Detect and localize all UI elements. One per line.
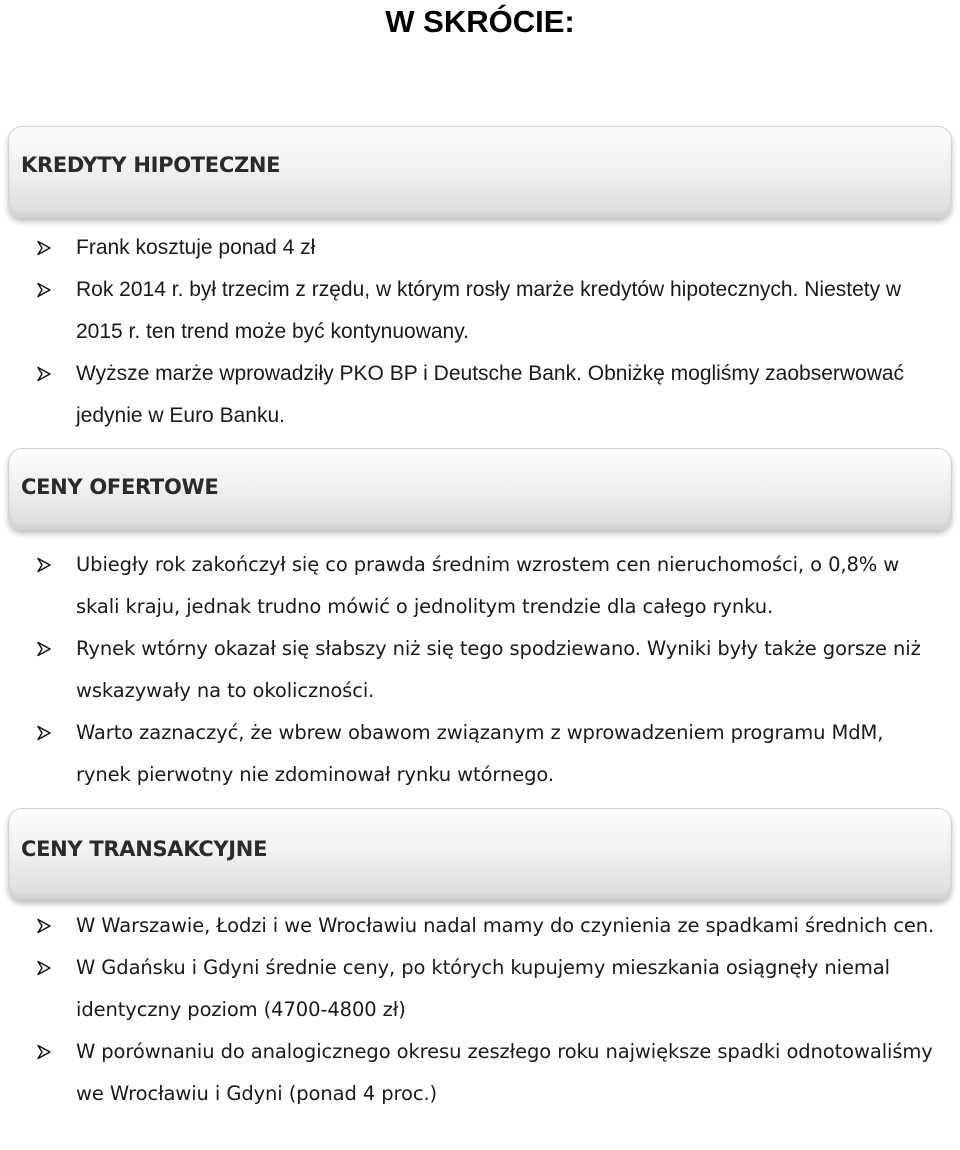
list-item-text: W Gdańsku i Gdyni średnie ceny, po których kupujemy mieszkania osiągnęły niemal identyczny poziom (4700-4800 zł)	[76, 956, 890, 1021]
list-item-text: Wyższe marże wprowadziły PKO BP i Deutsche Bank. Obniżkę mogliśmy zaobserwować jedynie w Euro Banku.	[76, 362, 905, 427]
arrow-right-icon	[36, 353, 56, 395]
list-item	[0, 712, 960, 796]
list-item	[0, 227, 960, 269]
list-item-text: Ubiegły rok zakończył się co prawda średnim wzrostem cen nieruchomości, o 0,8% w skali kraju, jednak trudno mówić o jednolitym trendzie dla całego rynku.	[76, 553, 900, 618]
section-heading: CENY OFERTOWE	[21, 475, 219, 499]
list-item	[0, 628, 960, 712]
list-item-text: W porównaniu do analogicznego okresu zeszłego roku największe spadki odnotowaliśmy we Wrocławiu i Gdyni (ponad 4 proc.)	[76, 1040, 933, 1105]
bullet-list-kredyty	[0, 227, 960, 437]
arrow-right-icon	[36, 1031, 56, 1073]
list-item	[0, 353, 960, 437]
arrow-right-icon	[36, 544, 56, 586]
list-item-text: Warto zaznaczyć, że wbrew obawom związanym z wprowadzeniem programu MdM, rynek pierwotny nie zdominował rynku wtórnego.	[76, 721, 884, 786]
list-item-text: Rok 2014 r. był trzecim z rzędu, w którym rosły marże kredytów hipotecznych. Niestety w 2015 r. ten trend może być kontynuowany.	[76, 278, 902, 343]
arrow-right-icon	[36, 227, 56, 269]
list-item	[0, 905, 960, 947]
list-item	[0, 269, 960, 353]
arrow-right-icon	[36, 905, 56, 947]
list-item-text: W Warszawie, Łodzi i we Wrocławiu nadal mamy do czynienia ze spadkami średnich cen.	[76, 914, 935, 937]
list-item-text: Rynek wtórny okazał się słabszy niż się tego spodziewano. Wyniki były także gorsze niż wskazywały na to okoliczności.	[76, 637, 921, 702]
page-title: W SKRÓCIE:	[385, 4, 575, 39]
list-item-text: Frank kosztuje ponad 4 zł	[76, 236, 316, 259]
section-header-ceny-ofertowe	[8, 448, 952, 530]
arrow-right-icon	[36, 628, 56, 670]
section-heading: KREDYTY HIPOTECZNE	[21, 153, 281, 177]
section-header-kredyty-hipoteczne	[8, 126, 952, 218]
section-heading: CENY TRANSAKCYJNE	[21, 837, 268, 861]
section-header-ceny-transakcyjne	[8, 808, 952, 900]
list-item	[0, 544, 960, 628]
arrow-right-icon	[36, 712, 56, 754]
arrow-right-icon	[36, 269, 56, 311]
bullet-list-ceny-transakcyjne	[0, 905, 960, 1115]
bullet-list-ceny-ofertowe	[0, 544, 960, 796]
list-item	[0, 947, 960, 1031]
list-item	[0, 1031, 960, 1115]
arrow-right-icon	[36, 947, 56, 989]
